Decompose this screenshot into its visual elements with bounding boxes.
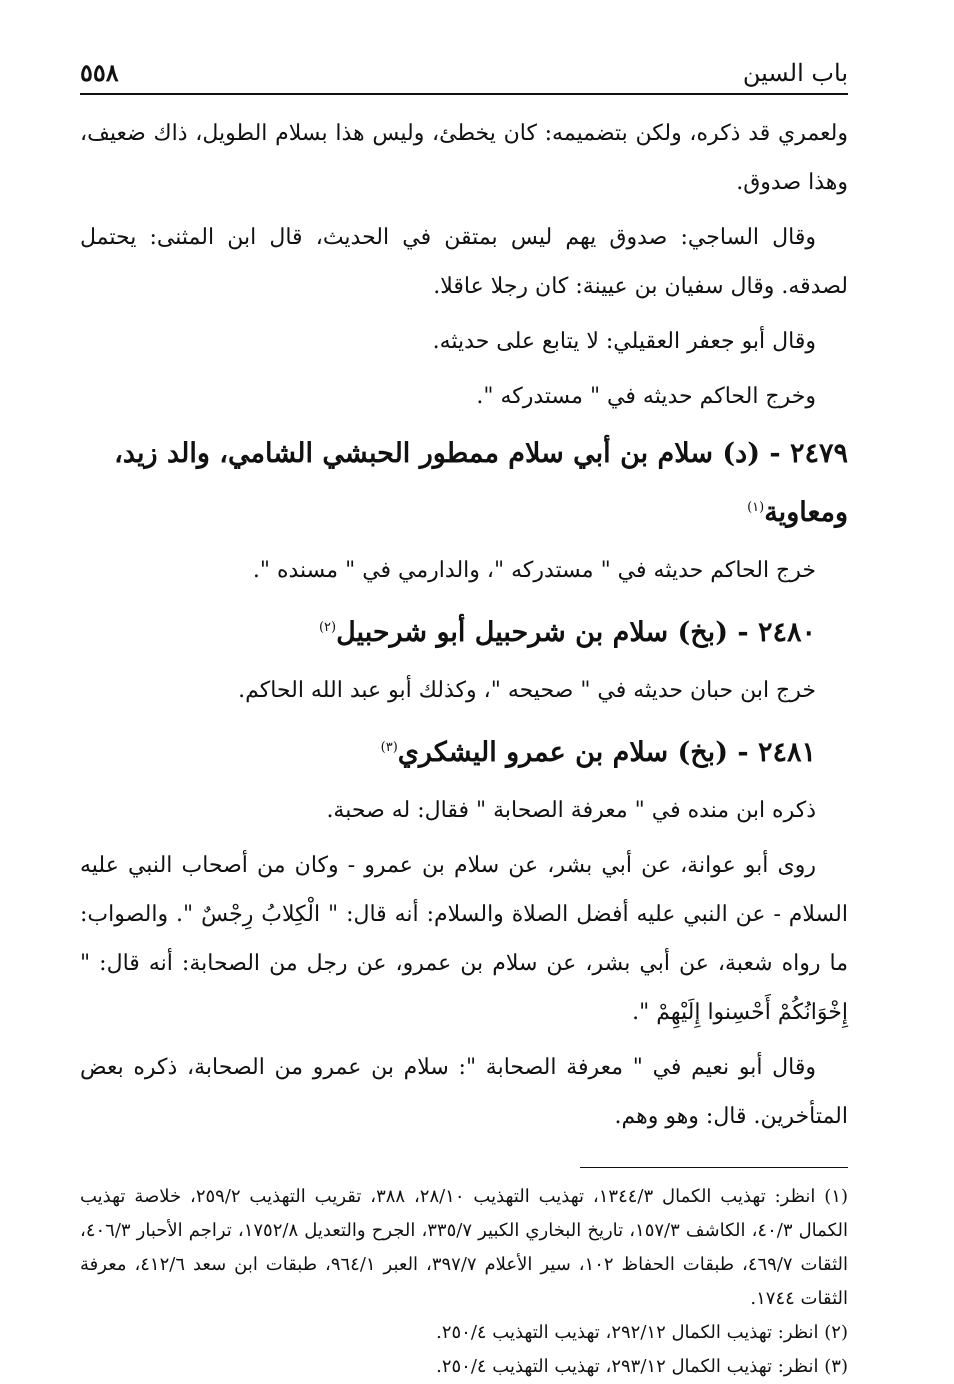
paragraph: روى أبو عوانة، عن أبي بشر، عن سلام بن عمرو - وكان من أصحاب النبي عليه السلام - عن النبي عليه أفضل الصلاة والسلام: أنه قال: " الْكِلابُ رِجْسٌ ". والصواب: ما رواه شعبة، عن أبي بشر، عن سلام بن عمرو، عن رجل من الصحابة: أنه قال: " إِخْوَانُكُمْ أَحْسِنوا إِلَيْهِمْ ". xyxy=(80,853,848,1025)
entry-heading: ٢٤٨٠ - (بخ) سلام بن شرحبيل أبو شرحبيل$^{(٢)}$ xyxy=(318,617,816,648)
running-header xyxy=(80,58,848,95)
paragraph: خرج الحاكم حديثه في " مستدركه "، والدارمي في " مسنده ". xyxy=(252,558,816,583)
footnote-marker: (٢) xyxy=(824,1322,848,1343)
footnote-ref: (٢) xyxy=(318,620,337,635)
footnote-text: انظر: تهذيب الكمال ١٣٤٤/٣، تهذيب التهذيب ٢٨/١٠، ٣٨٨، تقريب التهذيب ٢٥٩/٢، خلاصة تهذيب الكمال ٤٠/٣، الكاشف ١٥٧/٣، تاريخ البخاري الكبير ٣٣٥/٧، الجرح والتعديل ١٧٥٢/٨، تراجم الأحبار ٤٠٦/٣، الثقات ٤٦٩/٧، طبقات الحفاظ ١٠٢، سير الأعلام ٣٩٧/٧، العبر ٩٦٤/١، طبقات ابن سعد ٤١٢/٦، معرفة الثقات ١٧٤٤. xyxy=(80,1186,848,1309)
page-number: ٥٥٨ xyxy=(80,58,119,87)
footnote-ref: (١) xyxy=(747,500,765,515)
paragraph: وقال الساجي: صدوق يهم ليس بمتقن في الحديث، قال ابن المثنى: يحتمل لصدقه. وقال سفيان بن عيينة: كان رجلا عاقلا. xyxy=(80,225,848,299)
chapter-title: باب السين xyxy=(742,59,848,87)
footnote-text: انظر: تهذيب الكمال ٢٩٢/١٢، تهذيب التهذيب ٢٥٠/٤. xyxy=(436,1322,819,1343)
paragraph: وقال أبو نعيم في " معرفة الصحابة ": سلام بن عمرو من الصحابة، ذكره بعض المتأخرين. قال: وهو وهم. xyxy=(80,1055,848,1129)
entry-heading: ٢٤٧٩ - (د) سلام بن أبي سلام ممطور الحبشي الشامي، والد زيد، ومعاوية$^{(١)}$ xyxy=(114,438,848,528)
footnote-ref: (٣) xyxy=(380,740,398,755)
footnotes xyxy=(80,1180,848,1384)
paragraph: خرج ابن حبان حديثه في " صحيحه "، وكذلك أبو عبد الله الحاكم. xyxy=(238,678,816,703)
entry-heading: ٢٤٨١ - (بخ) سلام بن عمرو اليشكري$^{(٣)}$ xyxy=(380,737,816,768)
footnote xyxy=(80,1180,848,1316)
paragraph: وقال أبو جعفر العقيلي: لا يتابع على حديثه. xyxy=(432,329,816,354)
footnote-marker: (٣) xyxy=(824,1356,848,1377)
paragraph: وخرج الحاكم حديثه في " مستدركه ". xyxy=(476,384,816,409)
paragraph: ولعمري قد ذكره، ولكن بتضميمه: كان يخطئ، وليس هذا بسلام الطويل، ذاك ضعيف، وهذا صدوق. xyxy=(80,121,848,195)
page-body xyxy=(80,109,848,1141)
book-page xyxy=(80,58,848,1384)
paragraph: ذكره ابن منده في " معرفة الصحابة " فقال: له صحبة. xyxy=(326,798,816,823)
footnote-marker: (١) xyxy=(824,1186,848,1207)
footnote-separator xyxy=(580,1167,848,1168)
footnote xyxy=(80,1350,848,1384)
footnote-text: انظر: تهذيب الكمال ٢٩٣/١٢، تهذيب التهذيب ٢٥٠/٤. xyxy=(436,1356,819,1377)
footnote xyxy=(80,1316,848,1350)
